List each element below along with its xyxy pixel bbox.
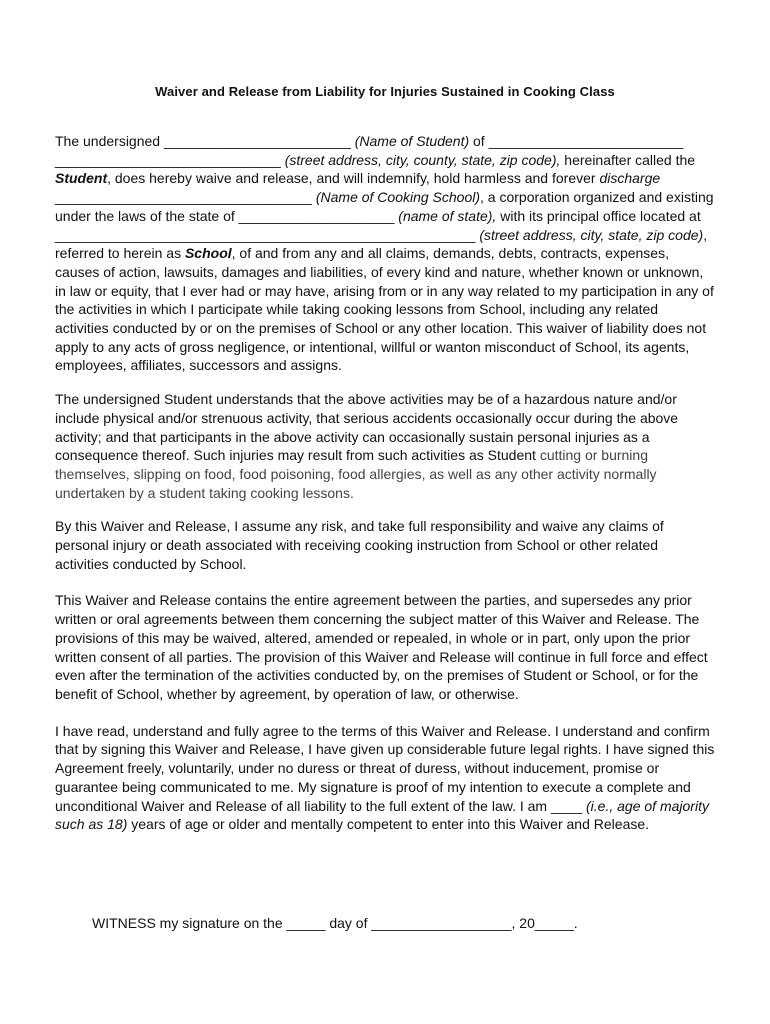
document-title: Waiver and Release from Liability for Injuries Sustained in Cooking Class: [155, 84, 615, 99]
paragraph-assume-risk: By this Waiver and Release, I assume any risk, and take full responsibility and waive any claims of personal injury or death associated with receiving cooking instruction from School or other related activities conducted by School.: [55, 518, 664, 572]
p2-text-a: The undersigned Student understands that the above activities may be of a hazardous nature and/or include physical and/or strenuous activity, that serious accidents occasionally occur during the above activity; and that participants in the above activity can occasionally sustain personal injuries as a consequence thereof. Such injuries may result from such activities as Student: [55, 391, 679, 464]
paragraph-hazards: [55, 390, 715, 502]
p1-text-a: The undersigned ________________________: [55, 133, 355, 149]
p1-text-m: with its principal office located at ______________________________________________________: [55, 207, 701, 243]
p1-discharge-word: discharge: [599, 170, 661, 187]
p5-text-a: I have read, understand and fully agree to the terms of this Waiver and Release. I understand and confirm that by signing this Waiver and Release, I have given up considerable future legal rights. I have signed this Agreement freely, voluntarily, under no duress or threat of duress, without inducement, promise or guarantee being communicated to me. My signature is proof of my intention to execute a complete and unconditional Waiver and Release of all liability to the full extent of the law. I am ____: [55, 722, 715, 814]
p1-text-c: of _________________________ _____________________________: [55, 133, 684, 168]
p1-office-address-hint: (street address, city, state, zip code): [479, 226, 704, 243]
p1-text-o: , referred to herein as: [55, 226, 708, 262]
p5-age-hint: (i.e., age of majority such as 18): [55, 797, 709, 833]
document-body: [55, 132, 715, 849]
p1-school-name-hint: (Name of Cooking School): [315, 189, 481, 206]
p1-student-name-hint: (Name of Student): [354, 133, 470, 149]
p1-text-g: , does hereby waive and release, and will indemnify, hold harmless and forever: [107, 170, 600, 187]
p1-text-e: hereinafter called the: [560, 151, 696, 168]
witness-line: WITNESS my signature on the _____ day of __________________, 20_____.: [92, 915, 578, 931]
p2-examples: cutting or burning themselves, slipping on food, food poisoning, food allergies, as well as any other activity normally undertaken by a student taking cooking lessons.: [55, 447, 657, 501]
p1-state-hint: (name of state),: [398, 207, 497, 224]
p1-text-k: , a corporation organized and existing under the laws of the state of ____________________: [55, 189, 714, 224]
p1-address-hint: (street address, city, county, state, zip code),: [284, 151, 561, 168]
p1-school-term: School: [184, 245, 232, 262]
p1-text-q: , of and from any and all claims, demands, debts, contracts, expenses, causes of action, lawsuits, damages and liabilities, of every kind and nature, whether known or unknown, in law or equity, that I ever had or may have, arising from or in any way related to my participation in any of the activities in which I participate while taking cooking lessons from School, including any related activities conducted by or on the premises of School or any other location. This waiver of liability does not apply to any acts of gross negligence, or intentional, willful or wanton misconduct of School, its agents, employees, affiliates, successors and assigns.: [55, 245, 714, 374]
paragraph-acknowledgement: [55, 722, 715, 834]
p1-student-term: Student: [55, 170, 108, 187]
paragraph-parties: [55, 132, 715, 375]
paragraph-entire-agreement: This Waiver and Release contains the entire agreement between the parties, and supersedes any prior written or oral agreements between them concerning the subject matter of this Waiver and Release. The provisions of this may be waived, altered, amended or repealed, in whole or in part, only upon the prior written consent of all parties. The provision of this Waiver and Release will continue in full force and effect even after the termination of the activities conducted by, on the premises of Student or School, or for the benefit of School, whether by agreement, by operation of law, or otherwise.: [55, 592, 708, 702]
p1-text-i: _________________________________: [55, 189, 316, 206]
p5-text-c: years of age or older and mentally competent to enter into this Waiver and Release.: [127, 816, 650, 833]
